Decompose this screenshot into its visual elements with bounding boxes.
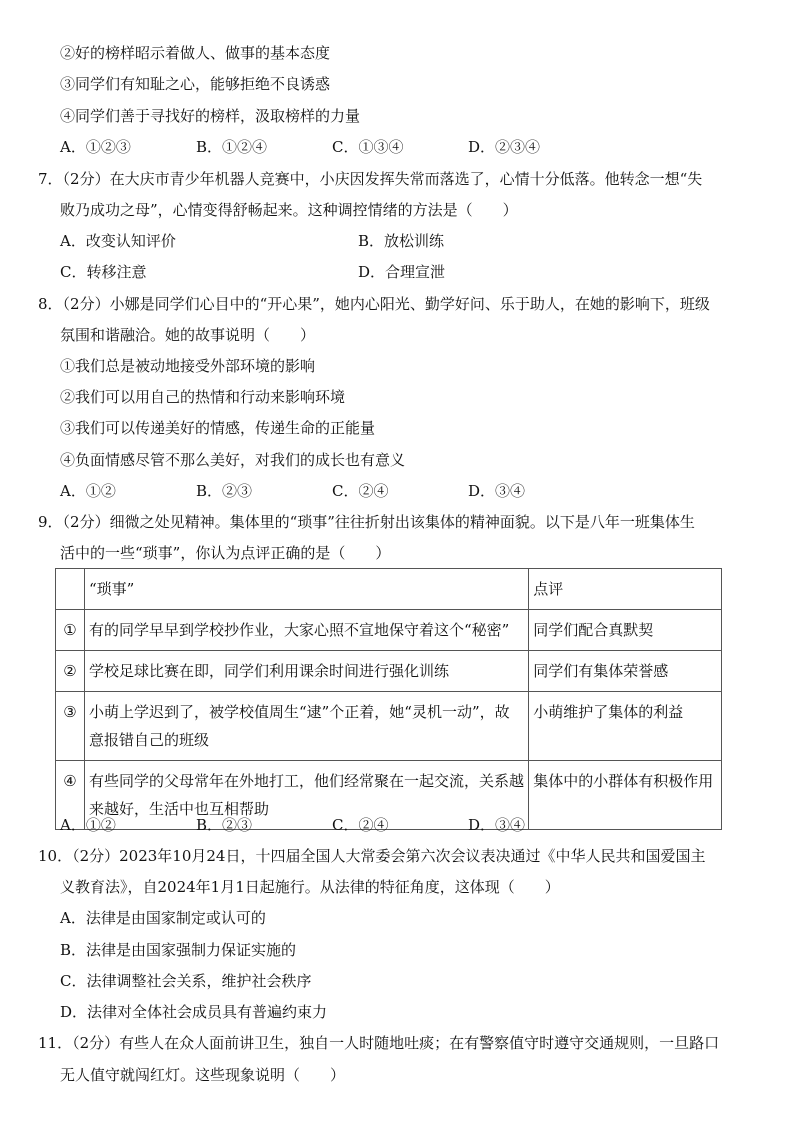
q9-stem-line-2: 活中的一些“琐事”，你认为点评正确的是（ ） bbox=[60, 544, 391, 562]
row-num: ① bbox=[56, 610, 85, 651]
q11-stem-line-2: 无人值守就闯红灯。这些现象说明（ ） bbox=[60, 1066, 346, 1084]
q10-option-c: C．法律调整社会关系，维护社会秩序 bbox=[60, 972, 312, 990]
table-header-review: 点评 bbox=[529, 569, 722, 610]
q6-item-4: ④同学们善于寻找好的榜样，汲取榜样的力量 bbox=[60, 107, 361, 125]
table-row bbox=[56, 651, 722, 692]
row-review: 同学们有集体荣誉感 bbox=[529, 651, 722, 692]
q8-option-d: D．③④ bbox=[468, 482, 526, 500]
q6-item-3: ③同学们有知耻之心，能够拒绝不良诱惑 bbox=[60, 75, 331, 93]
q6-option-c: C．①③④ bbox=[332, 138, 404, 156]
q7-option-b: B．放松训练 bbox=[358, 232, 445, 250]
q9-option-d: D．③④ bbox=[468, 816, 526, 834]
q10-option-d: D．法律对全体社会成员具有普遍约束力 bbox=[60, 1003, 328, 1021]
q8-stem-line-1: 8．（2分）小娜是同学们心目中的“开心果”，她内心阳光、勤学好问、乐于助人，在她的影响下，班级 bbox=[38, 295, 710, 313]
row-content: 小萌上学迟到了，被学校值周生“逮”个正着，她“灵机一动”，故意报错自己的班级 bbox=[84, 692, 528, 761]
q7-option-c: C．转移注意 bbox=[60, 263, 147, 281]
q7-options-row-1 bbox=[60, 231, 444, 251]
q11-stem-line-1: 11．（2分）有些人在众人面前讲卫生，独自一人时随地吐痰；在有警察值守时遵守交通规则，一旦路口 bbox=[38, 1034, 720, 1052]
q9-options bbox=[60, 815, 604, 835]
q8-item-3: ③我们可以传递美好的情感，传递生命的正能量 bbox=[60, 419, 376, 437]
q8-option-a: A．①② bbox=[60, 482, 116, 500]
q7-option-d: D．合理宣泄 bbox=[358, 263, 446, 281]
table-header-num bbox=[56, 569, 85, 610]
q7-options-row-2 bbox=[60, 262, 445, 282]
row-review: 小萌维护了集体的利益 bbox=[529, 692, 722, 761]
q8-item-2: ②我们可以用自己的热情和行动来影响环境 bbox=[60, 388, 346, 406]
q9-stem-line-1: 9．（2分）细微之处见精神。集体里的“琐事”往往折射出该集体的精神面貌。以下是八年一班集体生 bbox=[38, 513, 695, 531]
row-review: 集体中的小群体有积极作用 bbox=[529, 761, 722, 830]
q6-option-d: D．②③④ bbox=[468, 138, 541, 156]
q8-option-b: B．②③ bbox=[196, 482, 253, 500]
q10-option-a: A．法律是由国家制定或认可的 bbox=[60, 909, 266, 927]
q6-options bbox=[60, 137, 604, 157]
row-num: ③ bbox=[56, 692, 85, 761]
q6-option-a: A．①②③ bbox=[60, 138, 131, 156]
table-header-row bbox=[56, 569, 722, 610]
row-content: 有的同学早早到学校抄作业，大家心照不宣地保守着这个“秘密” bbox=[84, 610, 528, 651]
q8-item-1: ①我们总是被动地接受外部环境的影响 bbox=[60, 357, 316, 375]
row-num: ② bbox=[56, 651, 85, 692]
q9-option-a: A．①② bbox=[60, 816, 116, 834]
q6-item-2: ②好的榜样昭示着做人、做事的基本态度 bbox=[60, 44, 331, 62]
row-review: 同学们配合真默契 bbox=[529, 610, 722, 651]
table-header-content: “琐事” bbox=[84, 569, 528, 610]
table-row bbox=[56, 692, 722, 761]
q8-stem-line-2: 氛围和谐融洽。她的故事说明（ ） bbox=[60, 326, 316, 344]
q10-stem-line-1: 10．（2分）2023年10月24日，十四届全国人大常委会第六次会议表决通过《中华人民共和国爱国主 bbox=[38, 847, 706, 865]
q9-option-b: B．②③ bbox=[196, 816, 253, 834]
row-num: ④ bbox=[56, 761, 85, 830]
q9-table bbox=[55, 568, 722, 830]
q7-stem-line-1: 7．（2分）在大庆市青少年机器人竞赛中，小庆因发挥失常而落选了，心情十分低落。他转念一想“失 bbox=[38, 170, 703, 188]
q8-option-c: C．②④ bbox=[332, 482, 389, 500]
q7-stem-line-2: 败乃成功之母”，心情变得舒畅起来。这种调控情绪的方法是（ ） bbox=[60, 201, 518, 219]
q8-item-4: ④负面情感尽管不那么美好，对我们的成长也有意义 bbox=[60, 451, 406, 469]
q6-option-b: B．①②④ bbox=[196, 138, 268, 156]
q7-option-a: A．改变认知评价 bbox=[60, 232, 176, 250]
q8-options bbox=[60, 481, 604, 501]
q10-option-b: B．法律是由国家强制力保证实施的 bbox=[60, 941, 297, 959]
row-content: 学校足球比赛在即，同学们利用课余时间进行强化训练 bbox=[84, 651, 528, 692]
q9-option-c: C．②④ bbox=[332, 816, 389, 834]
table-row bbox=[56, 610, 722, 651]
q10-stem-line-2: 义教育法》，自2024年1月1日起施行。从法律的特征角度，这体现（ ） bbox=[60, 878, 560, 896]
row-content: 有些同学的父母常年在外地打工，他们经常聚在一起交流，关系越来越好，生活中也互相帮助 bbox=[84, 761, 528, 830]
